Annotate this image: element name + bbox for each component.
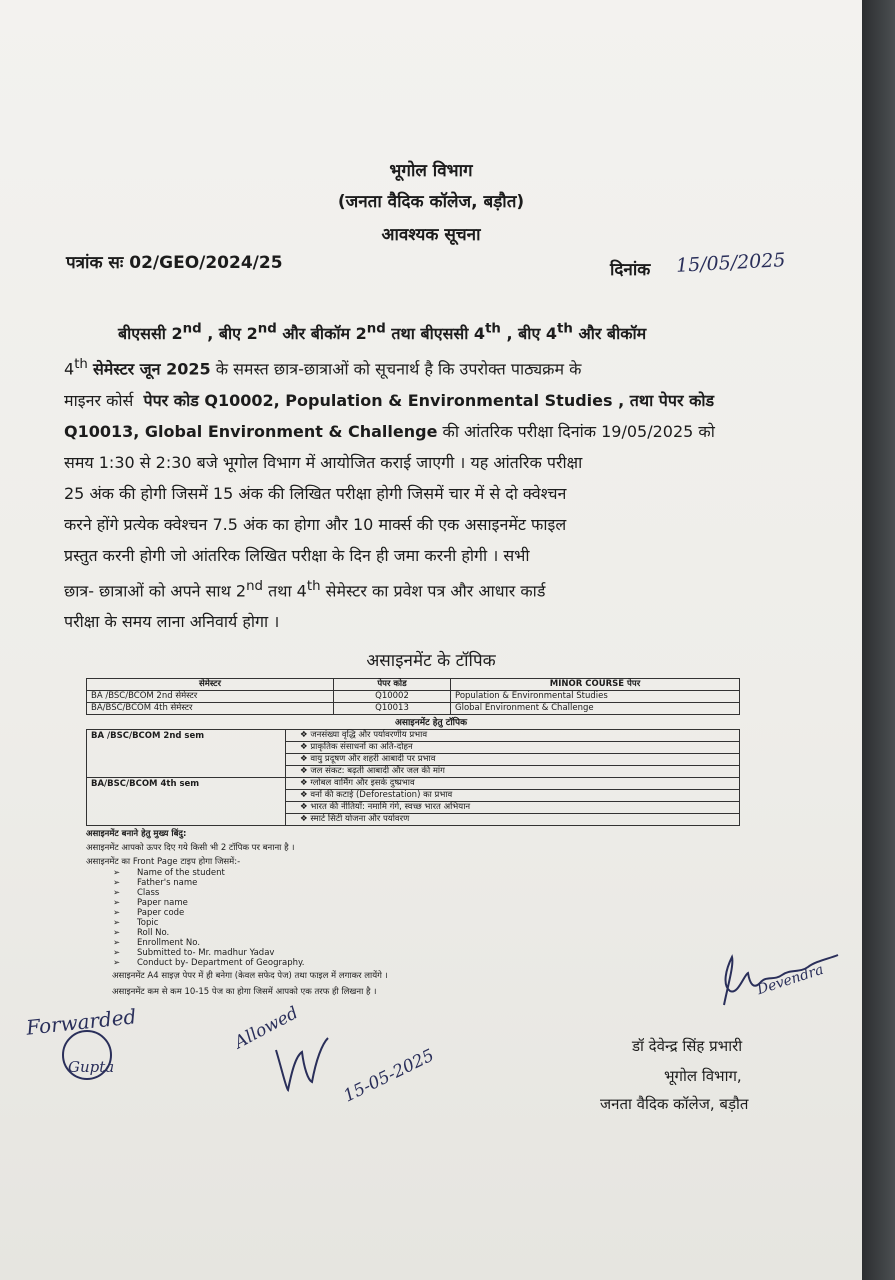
front-page-item: ➢ Class bbox=[113, 888, 160, 898]
arrow-bullet-icon: ➢ bbox=[113, 888, 121, 898]
arrow-bullet-icon: ➢ bbox=[113, 918, 121, 928]
topic-item: ❖ स्मार्ट सिटी योजना और पर्यावरण bbox=[300, 814, 410, 824]
main-points-title: असाइनमेंट बनाने हेतु मुख्य बिंदु: bbox=[86, 829, 187, 839]
front-page-item: ➢ Paper code bbox=[113, 908, 185, 918]
point-3: असाइनमेंट कम से कम 10-15 पेज का होगा जिसमें आपको एक तरफ ही लिखना है । bbox=[112, 987, 377, 997]
front-page-item: ➢ Topic bbox=[113, 918, 159, 928]
bullet-icon: ❖ bbox=[300, 814, 311, 824]
front-page-item: ➢ Conduct by- Department of Geography. bbox=[113, 958, 305, 968]
signatory-college: जनता वैदिक कॉलेज, बड़ौत bbox=[600, 1095, 749, 1113]
body-line-5: समय 1:30 से 2:30 बजे भूगोल विभाग में आयोजित कराई जाएगी । यह आंतरिक परीक्षा bbox=[64, 452, 583, 472]
body-line-8: प्रस्तुत करनी होगी जो आंतरिक लिखित परीक्षा के दिन ही जमा करनी होगी । सभी bbox=[64, 545, 530, 565]
arrow-bullet-icon: ➢ bbox=[113, 928, 121, 938]
arrow-bullet-icon: ➢ bbox=[113, 958, 121, 968]
topic-item: ❖ वायु प्रदूषण और शहरी आबादी पर प्रभाव bbox=[286, 754, 739, 766]
sem4-row bbox=[87, 778, 740, 826]
header-paper-code: पेपर कोड bbox=[334, 679, 451, 691]
bullet-icon: ❖ bbox=[300, 730, 311, 740]
table-header-row bbox=[87, 679, 740, 691]
point-2: असाइनमेंट A4 साइज़ पेपर में ही बनेगा (केवल सफेद पेज) तथा फाइल में लगाकर लायेंगे । bbox=[112, 971, 388, 981]
body-line-1: बीएससी 2nd , बीए 2nd और बीकॉम 2nd तथा बीएससी 4th , बीए 4th और बीकॉम bbox=[118, 322, 647, 344]
arrow-bullet-icon: ➢ bbox=[113, 878, 121, 888]
row-course: Population & Environmental Studies bbox=[451, 691, 740, 703]
signatory-department: भूगोल विभाग, bbox=[664, 1067, 742, 1085]
point-1: असाइनमेंट आपको ऊपर दिए गये किसी भी 2 टॉपिक पर बनाना है । bbox=[86, 843, 295, 853]
bullet-icon: ❖ bbox=[300, 778, 311, 788]
arrow-bullet-icon: ➢ bbox=[113, 908, 121, 918]
topic-item: ❖ जनसंख्या वृद्धि और पर्यावरणीय प्रभाव bbox=[286, 730, 739, 742]
bullet-icon: ❖ bbox=[300, 790, 311, 800]
arrow-bullet-icon: ➢ bbox=[113, 948, 121, 958]
reference-number: पत्रांक सः 02/GEO/2024/25 bbox=[66, 253, 283, 273]
row-course: Global Environment & Challenge bbox=[451, 703, 740, 715]
body-line-10: परीक्षा के समय लाना अनिवार्य होगा । bbox=[64, 611, 280, 631]
header-minor-course: MINOR COURSE पेपर bbox=[451, 679, 740, 691]
bullet-icon: ❖ bbox=[300, 754, 311, 764]
topic-item: ❖ प्राकृतिक संसाधनों का अति-दोहन bbox=[286, 742, 739, 754]
topic-item: ❖ ग्लोबल वार्मिंग और इसके दुष्प्रभाव bbox=[286, 778, 739, 790]
forwarded-note: Forwarded bbox=[25, 1004, 138, 1040]
row-paper-code: Q10013 bbox=[334, 703, 451, 715]
body-line-9: छात्र- छात्राओं को अपने साथ 2nd तथा 4th सेमेस्टर का प्रवेश पत्र और आधार कार्ड bbox=[64, 578, 546, 600]
arrow-bullet-icon: ➢ bbox=[113, 868, 121, 878]
front-page-intro: असाइनमेंट का Front Page टाइप होगा जिसमें:- bbox=[86, 857, 241, 867]
front-page-item: ➢ Submitted to- Mr. madhur Yadav bbox=[113, 948, 275, 958]
signatory-name: डॉ देवेन्द्र सिंह प्रभारी bbox=[632, 1037, 743, 1055]
sem2-topics bbox=[286, 730, 740, 778]
topics-table bbox=[86, 729, 740, 826]
allowed-date: 15-05-2025 bbox=[340, 1045, 438, 1107]
topic-item: ❖ भारत की नीतियाँ: नमामि गंगे, स्वच्छ भारत अभियान bbox=[286, 802, 739, 814]
bullet-icon: ❖ bbox=[300, 802, 311, 812]
front-page-item: ➢ Paper name bbox=[113, 898, 188, 908]
front-page-item: ➢ Father's name bbox=[113, 878, 198, 888]
forwarded-signature: Gupta bbox=[68, 1058, 115, 1076]
topics-caption: असाइनमेंट हेतु टॉपिक bbox=[394, 718, 468, 728]
assignment-title: असाइनमेंट के टॉपिक bbox=[366, 651, 496, 671]
sem4-label: BA/BSC/BCOM 4th sem bbox=[87, 778, 286, 826]
bullet-icon: ❖ bbox=[300, 742, 311, 752]
arrow-bullet-icon: ➢ bbox=[113, 898, 121, 908]
front-page-item: ➢ Name of the student bbox=[113, 868, 225, 878]
body-line-7: करने होंगे प्रत्येक क्वेश्चन 7.5 अंक का होगा और 10 मार्क्स की एक असाइनमेंट फाइल bbox=[64, 514, 567, 534]
row-semester: BA /BSC/BCOM 2nd सेमेस्टर bbox=[87, 691, 334, 703]
row-paper-code: Q10002 bbox=[334, 691, 451, 703]
allowed-signature-icon bbox=[268, 1030, 338, 1100]
notice-title: आवश्यक सूचना bbox=[381, 225, 481, 245]
date-handwritten: 15/05/2025 bbox=[675, 249, 787, 277]
table-row bbox=[87, 703, 740, 715]
bullet-icon: ❖ bbox=[300, 766, 311, 776]
body-line-3: माइनर कोर्स पेपर कोड Q10002, Population & Environmental Studies , तथा पेपर कोड bbox=[64, 390, 715, 410]
sem4-topics bbox=[286, 778, 740, 826]
topic-item: ❖ जल संकट: बढ़ती आबादी और जल की मांग bbox=[300, 766, 445, 776]
body-line-4: Q10013, Global Environment & Challenge की आंतरिक परीक्षा दिनांक 19/05/2025 को bbox=[64, 421, 715, 441]
header-semester: सेमेस्टर bbox=[87, 679, 334, 691]
topic-item: ❖ वनों की कटाई (Deforestation) का प्रभाव bbox=[286, 790, 739, 802]
handwritten-signature: Devendra bbox=[755, 961, 826, 999]
row-semester: BA/BSC/BCOM 4th सेमेस्टर bbox=[87, 703, 334, 715]
front-page-item: ➢ Roll No. bbox=[113, 928, 170, 938]
sem2-row bbox=[87, 730, 740, 778]
sem2-label: BA /BSC/BCOM 2nd sem bbox=[87, 730, 286, 778]
college-heading: (जनता वैदिक कॉलेज, बड़ौत) bbox=[337, 192, 525, 212]
table-row bbox=[87, 691, 740, 703]
body-line-2: 4th सेमेस्टर जून 2025 के समस्त छात्र-छात्राओं को सूचनार्थ है कि उपरोक्त पाठ्यक्रम के bbox=[64, 357, 582, 379]
date-label: दिनांक bbox=[610, 260, 651, 280]
course-table bbox=[86, 678, 740, 715]
notice-body bbox=[64, 314, 776, 637]
background-table-edge bbox=[862, 0, 895, 1280]
body-line-6: 25 अंक की होगी जिसमें 15 अंक की लिखित परीक्षा होगी जिसमें चार में से दो क्वेश्चन bbox=[64, 483, 567, 503]
department-heading: भूगोल विभाग bbox=[389, 161, 473, 181]
front-page-item: ➢ Enrollment No. bbox=[113, 938, 201, 948]
allowed-note: Allowed bbox=[231, 1002, 302, 1054]
arrow-bullet-icon: ➢ bbox=[113, 938, 121, 948]
